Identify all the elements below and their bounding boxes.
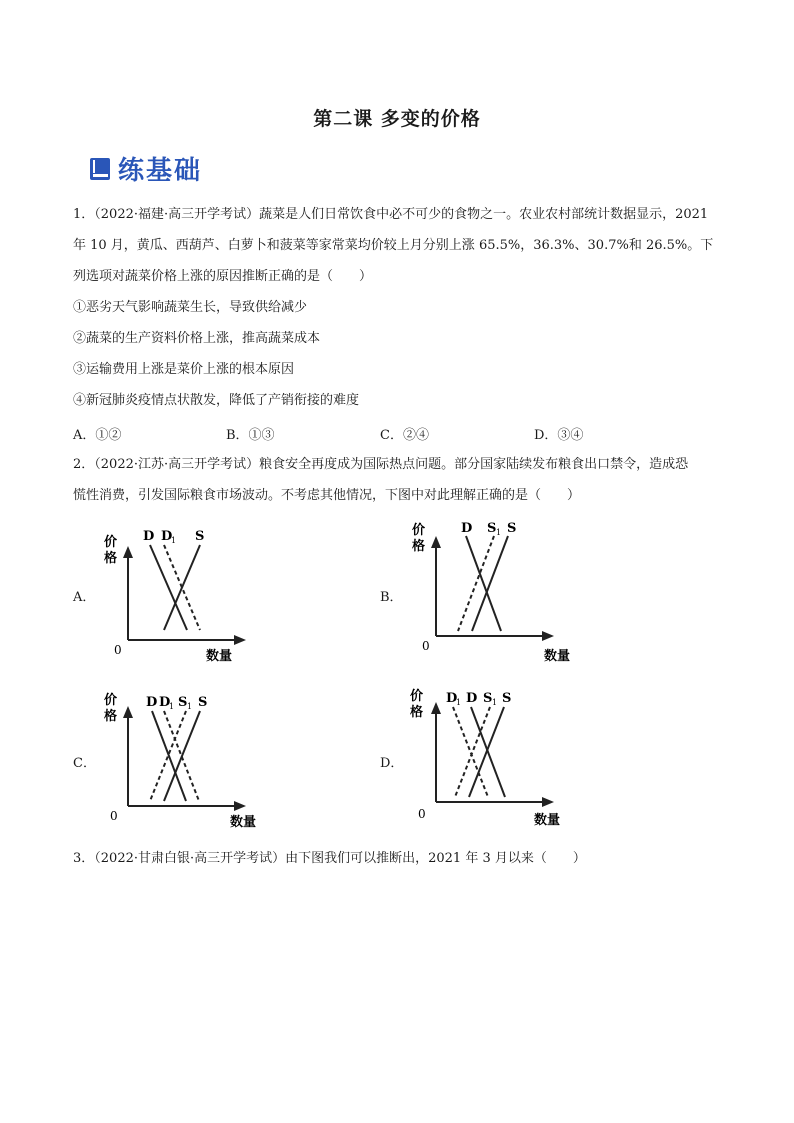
q1-statement-4: ④新冠肺炎疫情点状散发，降低了产销衔接的难度 (73, 393, 360, 408)
q1-stem-line-2: 年 10 月，黄瓜、西葫芦、白萝卜和菠菜等家常菜均价较上月分别上涨 65.5%，36.3%、30.7%和 26.5%。下 (73, 238, 714, 253)
y-label-2: 格 (104, 709, 118, 724)
q1-stem-line-1: 1．（2022·福建·高三开学考试）蔬菜是人们日常饮食中必不可少的食物之一。农业农村部统计数据显示，2021 (73, 207, 709, 222)
curve-label-d: D (143, 529, 155, 544)
y-axis-arrow-icon (123, 546, 133, 558)
y-label-2: 格 (410, 705, 424, 720)
demand-curve-d1 (453, 707, 488, 797)
book-icon (88, 157, 112, 181)
curve-label-s1: S (483, 691, 493, 706)
curve-label-s: S (507, 521, 517, 536)
curve-label-d: D (461, 521, 473, 536)
section-header (88, 150, 202, 187)
origin-label: 0 (110, 809, 118, 823)
page-title: 第二课 多变的价格 (313, 108, 481, 130)
q1-statement-3: ③运输费用上涨是菜价上涨的根本原因 (73, 362, 295, 377)
curve-label-s: S (198, 695, 208, 710)
q2-stem-line-2: 慌性消费，引发国际粮食市场波动。不考虑其他情况，下图中对此理解正确的是（ ） (73, 488, 581, 503)
q3-stem-line-1: 3．（2022·甘肃白银·高三开学考试）由下图我们可以推断出，2021 年 3 月以来（ ） (73, 851, 586, 866)
demand-curve-d (471, 707, 505, 797)
y-label-1: 价 (104, 693, 118, 708)
curve-label-d1: D (446, 691, 458, 706)
x-label: 数量 (206, 649, 233, 664)
y-label-2: 格 (412, 539, 426, 554)
x-label: 数量 (544, 649, 571, 664)
x-axis-arrow-icon (542, 797, 554, 807)
curve-label-d: D (146, 695, 158, 710)
x-axis-arrow-icon (542, 631, 554, 641)
graph-a (92, 518, 272, 668)
graph-c (92, 684, 272, 834)
supply-curve-s (472, 536, 508, 631)
q1-option-d[interactable]: D．③④ (534, 428, 584, 443)
q2-option-a[interactable]: A． (73, 590, 96, 605)
supply-curve-s (469, 707, 504, 797)
supply-curve-s1 (458, 536, 494, 631)
q1-option-a[interactable]: A．①② (73, 428, 122, 443)
q1-stem-line-3: 列选项对蔬菜价格上涨的原因推断正确的是（ ） (73, 269, 373, 284)
y-label-2: 格 (104, 551, 118, 566)
q2-option-c[interactable]: C． (73, 756, 96, 771)
graph-d (400, 680, 580, 830)
curve-label-d1-subscript: 1 (456, 698, 462, 707)
curve-label-d: D (466, 691, 478, 706)
y-label-1: 价 (412, 523, 426, 538)
q1-option-c[interactable]: C．②④ (380, 428, 429, 443)
curve-label-s1-subscript: 1 (187, 702, 193, 711)
supply-curve-s1 (455, 707, 490, 797)
x-label: 数量 (534, 813, 561, 828)
x-axis-arrow-icon (234, 635, 246, 645)
curve-label-s1-subscript: 1 (496, 528, 502, 537)
curve-label-d1-subscript: 1 (169, 702, 175, 711)
x-axis-arrow-icon (234, 801, 246, 811)
graph-b (400, 514, 580, 664)
curve-label-s1-subscript: 1 (492, 698, 498, 707)
q1-statement-1: ①恶劣天气影响蔬菜生长，导致供给减少 (73, 300, 308, 315)
q2-stem-line-1: 2．（2022·江苏·高三开学考试）粮食安全再度成为国际热点问题。部分国家陆续发布粮食出口禁令，造成恐 (73, 457, 689, 472)
y-label-1: 价 (104, 535, 118, 550)
origin-label: 0 (418, 807, 426, 821)
q2-option-b[interactable]: B． (380, 590, 403, 605)
origin-label: 0 (422, 639, 430, 653)
y-axis-arrow-icon (431, 702, 441, 714)
curve-label-d1-subscript: 1 (171, 536, 177, 545)
y-label-1: 价 (410, 689, 424, 704)
origin-label: 0 (114, 643, 122, 657)
q1-statement-2: ②蔬菜的生产资料价格上涨，推高蔬菜成本 (73, 331, 321, 346)
y-axis-arrow-icon (431, 536, 441, 548)
curve-label-d1: D (161, 529, 173, 544)
x-label: 数量 (230, 815, 257, 830)
section-label: 练基础 (118, 156, 203, 186)
q2-option-d[interactable]: D． (380, 756, 404, 771)
curve-label-d1: D (159, 695, 171, 710)
curve-label-s1: S (178, 695, 188, 710)
curve-label-s: S (195, 529, 205, 544)
curve-label-s: S (502, 691, 512, 706)
demand-curve-d (466, 536, 501, 631)
q1-option-b[interactable]: B．①③ (226, 428, 275, 443)
curve-label-s1: S (487, 521, 497, 536)
y-axis-arrow-icon (123, 706, 133, 718)
